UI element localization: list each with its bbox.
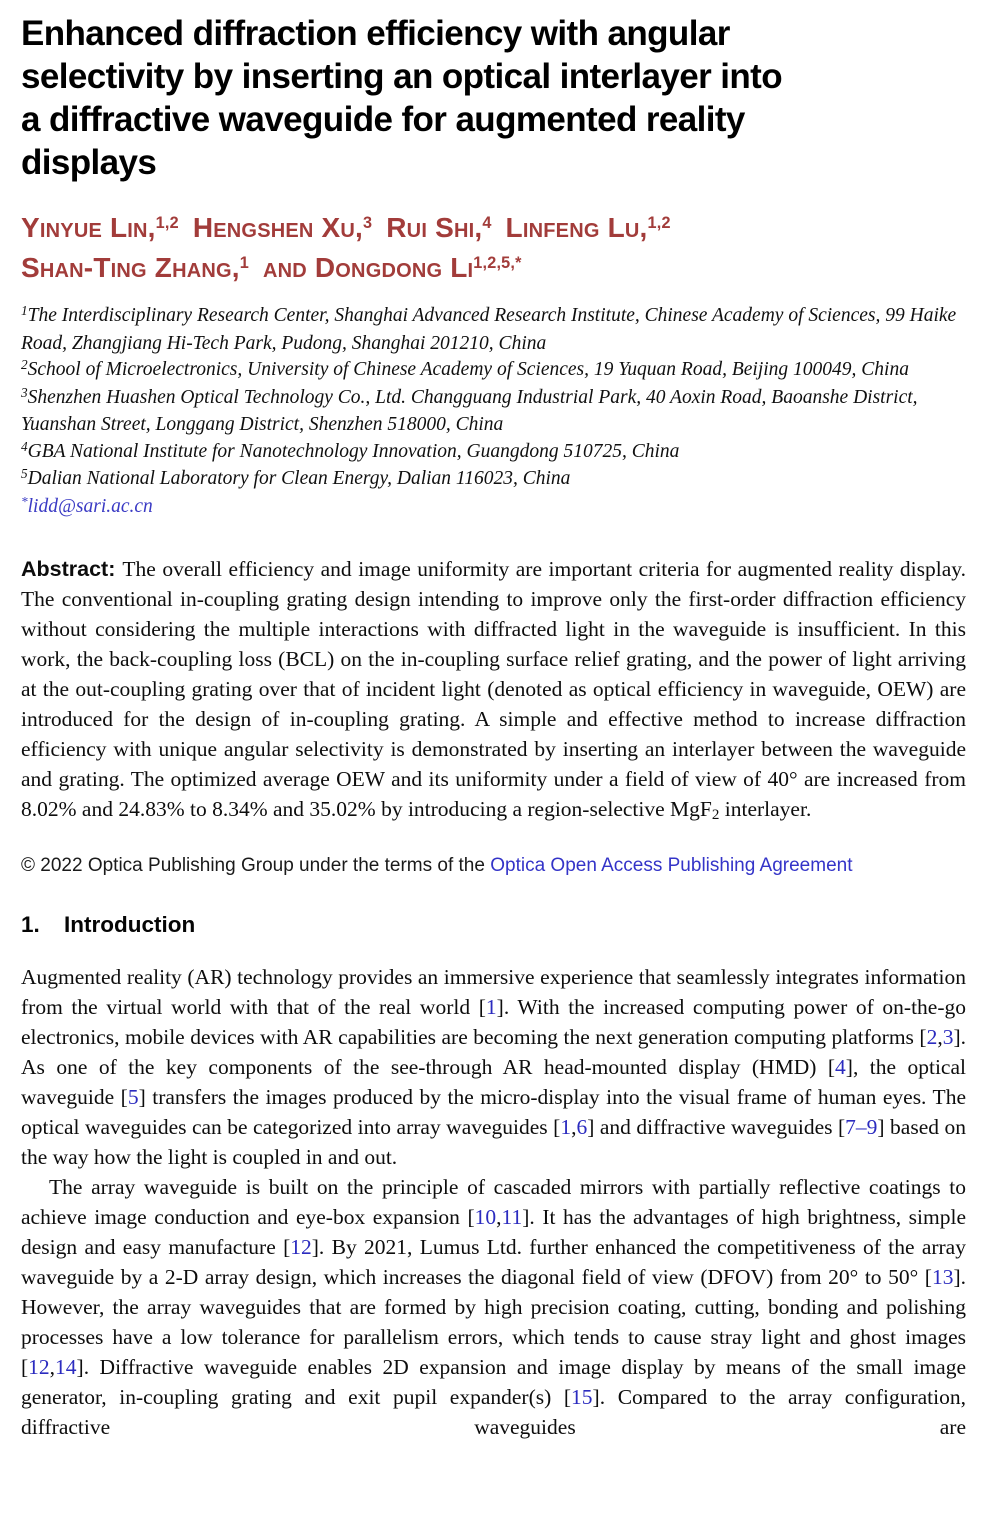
affil-number: 3 [21,384,28,400]
author-line-2 [21,250,966,290]
author-affil-sup: 1,2 [155,214,179,233]
citation-link[interactable]: 1 [485,995,497,1019]
email-asterisk: * [21,493,28,509]
author-list [21,210,966,290]
citation-link[interactable]: 15 [571,1385,593,1409]
citation-link[interactable]: 5 [127,1085,139,1109]
citation-link[interactable]: 11 [501,1205,523,1229]
author-name-text: Rui Shi, [386,212,483,243]
citation-link[interactable]: 7–9 [845,1115,878,1139]
author-name [263,252,522,283]
intro-paragraph-1: Augmented reality (AR) technology provides an immersive experience that seamlessly integrates information from the virtual world with that of the real world [1]. With the increased computing power of on-the-go electronics, mobile devices with AR capabilities are becoming the next generation computing platforms [2,3]. As one of the key components of the see-through AR head-mounted display (HMD) [4], the optical waveguide [5] transfers the images produced by the micro-display into the visual frame of human eyes. The optical waveguides can be categorized into array waveguides [1,6] and diffractive waveguides [7–9] based on the way how the light is coupled in and out. [21,965,966,1169]
author-name-text: Shan-Ting Zhang, [21,252,240,283]
affiliation-list [21,303,966,521]
author-name-text: Linfeng Lu, [505,212,648,243]
affil-number: 2 [21,357,28,373]
open-access-agreement-link[interactable]: Optica Open Access Publishing Agreement [490,855,853,876]
author-name-text: Yinyue Lin, [21,212,156,243]
title-line: a diffractive waveguide for augmented reality [21,100,745,139]
affil-text: Dalian National Laboratory for Clean Energy, Dalian 116023, China [27,468,571,489]
email-link[interactable]: lidd@sari.ac.cn [27,495,153,517]
abstract-text: The overall efficiency and image uniformity are important criteria for augmented reality display. The conventional in-coupling grating design intending to improve only the first-order diffraction efficiency without considering the multiple interactions with diffracted light in the waveguide is insufficient. In this work, the back-coupling loss (BCL) on the in-coupling surface relief grating, and the power of light arriving at the out-coupling grating over that of incident light (denoted as optical efficiency in waveguide, OEW) are introduced for the design of in-coupling grating. A simple and effective method to increase diffraction efficiency with unique angular selectivity is demonstrated by inserting an interlayer between the waveguide and grating. The optimized average OEW and its uniformity under a field of view of 40° are increased from 8.02% and 24.83% to 8.34% and 35.02% by introducing a region-selective MgF [21,557,966,821]
author-name-text: and Dongdong Li [262,252,474,283]
citation-link[interactable]: 4 [835,1055,846,1079]
chemical-subscript: 2 [711,807,720,823]
affil-text: The Interdisciplinary Research Center, Shanghai Advanced Research Institute, Chinese Academy of Sciences, 99 Haike Road, Zhangjiang Hi-Tech Park, Pudong, Shanghai 201210, China [21,305,957,354]
citation-link[interactable]: 12 [28,1355,50,1379]
author-name [386,212,491,243]
author-name-text: Hengshen Xu, [192,212,364,243]
citation-link[interactable]: 1 [560,1115,572,1139]
section-heading-introduction [21,911,966,939]
affil-text: Shenzhen Huashen Optical Technology Co., Ltd. Changguang Industrial Park, 40 Aoxin Road, Baoanshe District, Yuanshan Street, Longgang District, Shenzhen 518000, China [21,386,918,435]
title-line: selectivity by inserting an optical interlayer into [21,57,783,96]
author-name [506,212,671,243]
author-name [21,252,249,283]
copyright-line [21,854,966,878]
section-title: Introduction [64,912,196,937]
author-affil-sup: 1,2,5,* [473,254,522,273]
abstract-text-end: interlayer. [719,797,812,821]
section-number: 1. [21,912,40,937]
affil-number: 4 [21,438,28,454]
copyright-text: © 2022 Optica Publishing Group under the terms of the [21,855,491,876]
affil-number: 1 [21,303,28,319]
author-affil-sup: 3 [363,214,373,233]
affiliation [21,439,966,467]
citation-link[interactable]: 13 [931,1265,954,1289]
affil-number: 5 [21,466,28,482]
affiliation [21,385,966,439]
affiliation [21,303,966,357]
title-line: Enhanced diffraction efficiency with angular [21,14,730,53]
author-affil-sup: 4 [482,214,492,233]
author-affil-sup: 1,2 [647,214,671,233]
author-name [21,212,179,243]
citation-link[interactable]: 3 [942,1025,954,1049]
abstract-label: Abstract: [21,557,116,581]
citation-link[interactable]: 12 [290,1235,312,1259]
title-line: displays [21,143,157,182]
page-title [21,12,966,184]
intro-paragraph-2: The array waveguide is built on the principle of cascaded mirrors with partially reflective coatings to achieve image conduction and eye-box expansion [10,11]. It has the advantages of high brightness, simple design and easy manufacture [12]. By 2021, Lumus Ltd. further enhanced the competitiveness of the array waveguide by a 2-D array design, which increases the diagonal field of view (DFOV) from 20° to 50° [13]. However, the array waveguides that are formed by high precision coating, cutting, bonding and polishing processes have a low tolerance for parallelism errors, which tends to cause stray light and ghost images [12,14]. Diffractive waveguide enables 2D expansion and image display by means of the small image generator, in-coupling grating and exit pupil expander(s) [15]. Compared to the array configuration, diffractive waveguides are [21,1175,966,1439]
citation-link[interactable]: 2 [926,1025,938,1049]
author-affil-sup: 1 [239,254,249,273]
affiliation [21,466,966,494]
corresponding-email [21,494,966,522]
author-line-1 [21,210,966,250]
affil-text: School of Microelectronics, University of Chinese Academy of Sciences, 19 Yuquan Road, Beijing 100049, China [27,359,909,380]
affiliation [21,357,966,385]
abstract [21,554,966,827]
citation-link[interactable]: 14 [55,1355,77,1379]
affil-text: GBA National Institute for Nanotechnology Innovation, Guangdong 510725, China [27,440,680,462]
author-name [193,212,372,243]
citation-link[interactable]: 6 [576,1115,588,1139]
citation-link[interactable]: 10 [474,1205,497,1229]
